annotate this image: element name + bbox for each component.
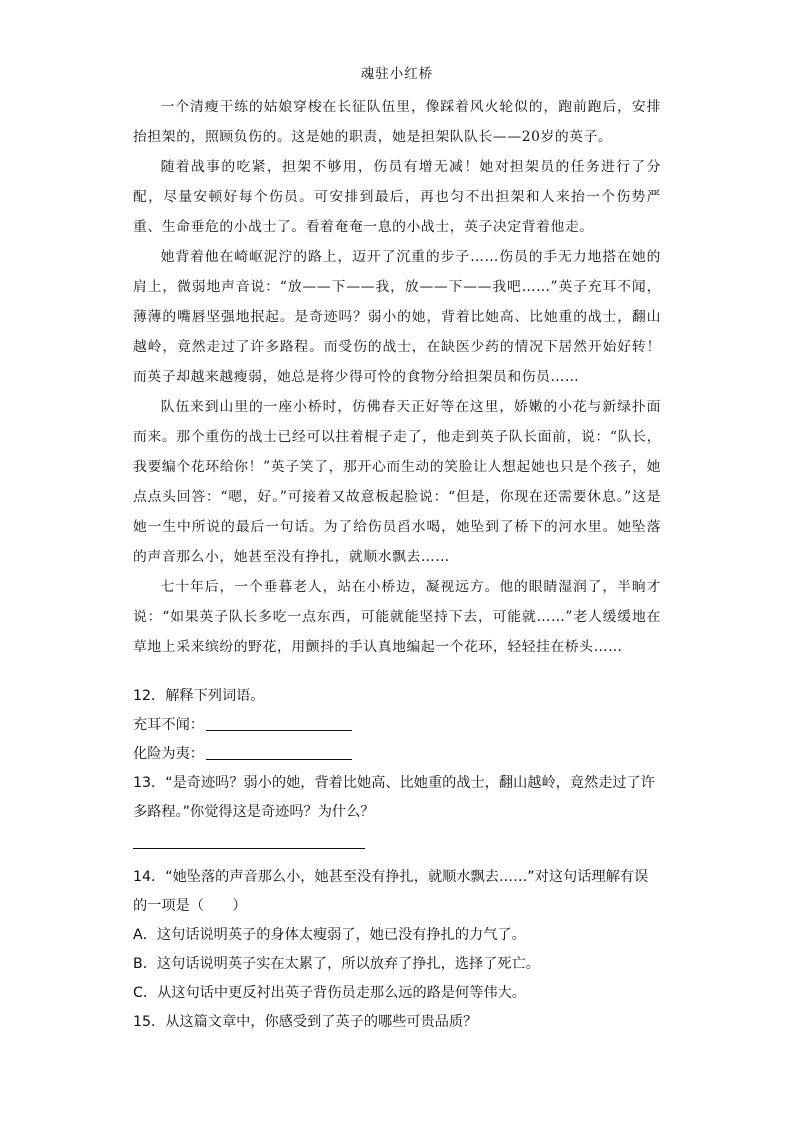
questions-section <box>133 682 661 1037</box>
question-14-option-a[interactable]: A．这句话说明英子的身体太瘦弱了，她已没有挣扎的力气了。 <box>133 927 526 943</box>
question-15-stem: 15．从这篇文章中，你感受到了英子的哪些可贵品质？ <box>133 1014 478 1030</box>
answer-blank-1[interactable] <box>206 716 352 731</box>
question-12-term-1 <box>133 711 661 740</box>
answer-line-13[interactable] <box>133 834 365 849</box>
term-1-label: 充耳不闻： <box>133 717 204 733</box>
passage-paragraph-1: 一个清瘦干练的姑娘穿梭在长征队伍里，像踩着风火轮似的，跑前跑后，安排抬担架的，照顾负伤的。这是她的职责，她是担架队队长——20岁的英子。 <box>133 99 661 145</box>
passage-paragraph-2: 随着战事的吃紧，担架不够用，伤员有增无减！她对担架员的任务进行了分配，尽量安顿好每个伤员。可安排到最后，再也匀不出担架和人来抬一个伤势严重、生命垂危的小战士了。看着奄奄一息的小战士，英子决定背着他走。 <box>133 159 661 235</box>
passage-paragraph-3: 她背着他在崎岖泥泞的路上，迈开了沉重的步子……伤员的手无力地搭在她的肩上，微弱地声音说：“放——下——我，放——下——我吧……”英子充耳不闻，薄薄的嘴唇坚强地抿起。是奇迹吗？弱小的她，背着比她高、比她重的战士，翻山越岭，竟然走过了许多路程。而受伤的战士，在缺医少药的情况下居然开始好转！而英子却越来越瘦弱，她总是将少得可怜的食物分给担架员和伤员…… <box>133 249 661 385</box>
question-14-option-b[interactable]: B．这句话说明英子实在太累了，所以放弃了挣扎，选择了死亡。 <box>133 956 540 972</box>
answer-blank-2[interactable] <box>206 745 352 760</box>
question-14-stem: 14．“她坠落的声音那么小，她甚至没有挣扎，就顺水飘去……”对这句话理解有误的一项是（ ） <box>133 869 649 914</box>
question-13-stem: 13．“是奇迹吗？弱小的她，背着比她高、比她重的战士，翻山越岭，竟然走过了许多路程。”你觉得这是奇迹吗？为什么？ <box>133 775 655 820</box>
question-14-option-c[interactable]: C．从这句话中更反衬出英子背伤员走那么远的路是何等伟大。 <box>133 985 526 1001</box>
passage-body <box>133 92 661 662</box>
passage-paragraph-4: 队伍来到山里的一座小桥时，仿佛春天正好等在这里，娇嫩的小花与新绿扑面而来。那个重伤的战士已经可以拄着棍子走了，他走到英子队长面前，说：“队长，我要编个花环给你！”英子笑了，那开心而生动的笑脸让人想起她也只是个孩子，她点点头回答：“嗯，好。”可接着又故意板起脸说：“但是，你现在还需要休息。”这是她一生中所说的最后一句话。为了给伤员舀水喝，她坠到了桥下的河水里。她坠落的声音那么小，她甚至没有挣扎，就顺水飘去…… <box>133 399 661 565</box>
question-12-term-2 <box>133 740 661 769</box>
passage-paragraph-5: 七十年后，一个垂暮老人，站在小桥边，凝视远方。他的眼睛湿润了，半晌才说：“如果英子队长多吃一点东西，可能就能坚持下去，可能就……”老人缓缓地在草地上采来缤纷的野花，用颤抖的手认真地编起一个花环，轻轻挂在桥头…… <box>133 579 661 655</box>
term-2-label: 化险为夷： <box>133 746 204 762</box>
passage-title: 魂驻小红桥 <box>360 66 434 82</box>
question-12-stem: 12．解释下列词语。 <box>133 688 265 704</box>
